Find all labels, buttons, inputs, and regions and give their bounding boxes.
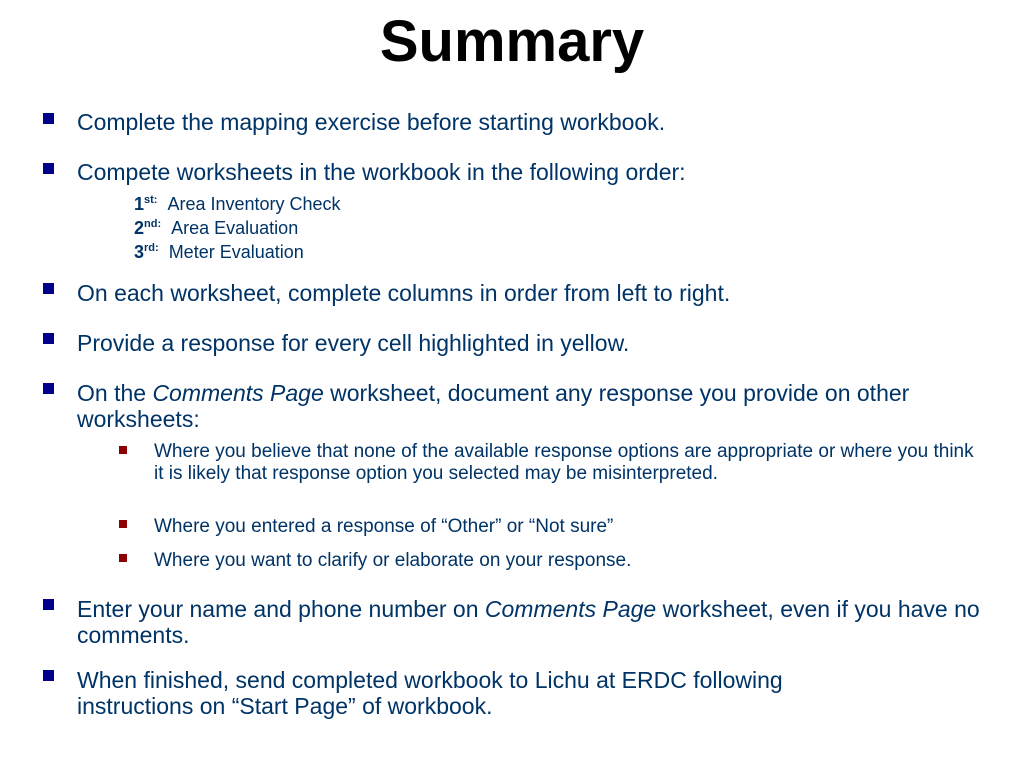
order-label: Area Inventory Check [167, 194, 341, 214]
order-suffix: st: [144, 194, 158, 206]
bullet-3: On each worksheet, complete columns in order from left to right. [77, 280, 731, 306]
bullet-square-icon [43, 599, 54, 610]
order-item-3 [134, 236, 304, 264]
bullet-1: Complete the mapping exercise before starting workbook. [77, 109, 666, 135]
sub-bullet-3: Where you want to clarify or elaborate on your response. [154, 550, 632, 571]
bullet-5-emphasis: Comments Page [152, 380, 324, 406]
order-label: Area Evaluation [171, 218, 299, 238]
bullet-square-icon [43, 163, 54, 174]
bullet-5-post: worksheet, document any response you provide on other worksheets: [77, 380, 910, 432]
bullet-6-post: worksheet, even if you have no comments. [77, 596, 980, 648]
bullet-5 [77, 380, 957, 432]
sub-bullet-1: Where you believe that none of the available response options are appropriate or where you think it is likely that response option you selected may be misinterpreted. [154, 441, 974, 484]
bullet-square-icon [43, 383, 54, 394]
order-suffix: rd: [144, 242, 159, 254]
bullet-6 [77, 596, 992, 648]
bullet-5-pre: On the [77, 380, 153, 406]
order-number: 1 [134, 194, 145, 214]
order-number: 3 [134, 242, 145, 262]
bullet-square-icon [43, 283, 54, 294]
bullet-4: Provide a response for every cell highlighted in yellow. [77, 330, 630, 356]
order-number: 2 [134, 218, 145, 238]
bullet-square-icon [43, 333, 54, 344]
bullet-6-pre: Enter your name and phone number on [77, 596, 485, 622]
slide-title: Summary [379, 9, 645, 74]
bullet-square-icon [43, 670, 54, 681]
sub-bullet-square-icon [119, 554, 127, 562]
sub-bullet-2: Where you entered a response of “Other” or “Not sure” [154, 516, 614, 537]
sub-bullet-square-icon [119, 446, 127, 454]
bullet-6-emphasis: Comments Page [484, 596, 657, 622]
order-suffix: nd: [144, 218, 162, 230]
sub-bullet-square-icon [119, 520, 127, 528]
bullet-square-icon [43, 113, 54, 124]
order-label: Meter Evaluation [168, 242, 304, 262]
bullet-2: Compete worksheets in the workbook in the following order: [77, 159, 686, 185]
bullet-7: When finished, send completed workbook to Lichu at ERDC following instructions on “Start Page” of workbook. [77, 667, 783, 719]
